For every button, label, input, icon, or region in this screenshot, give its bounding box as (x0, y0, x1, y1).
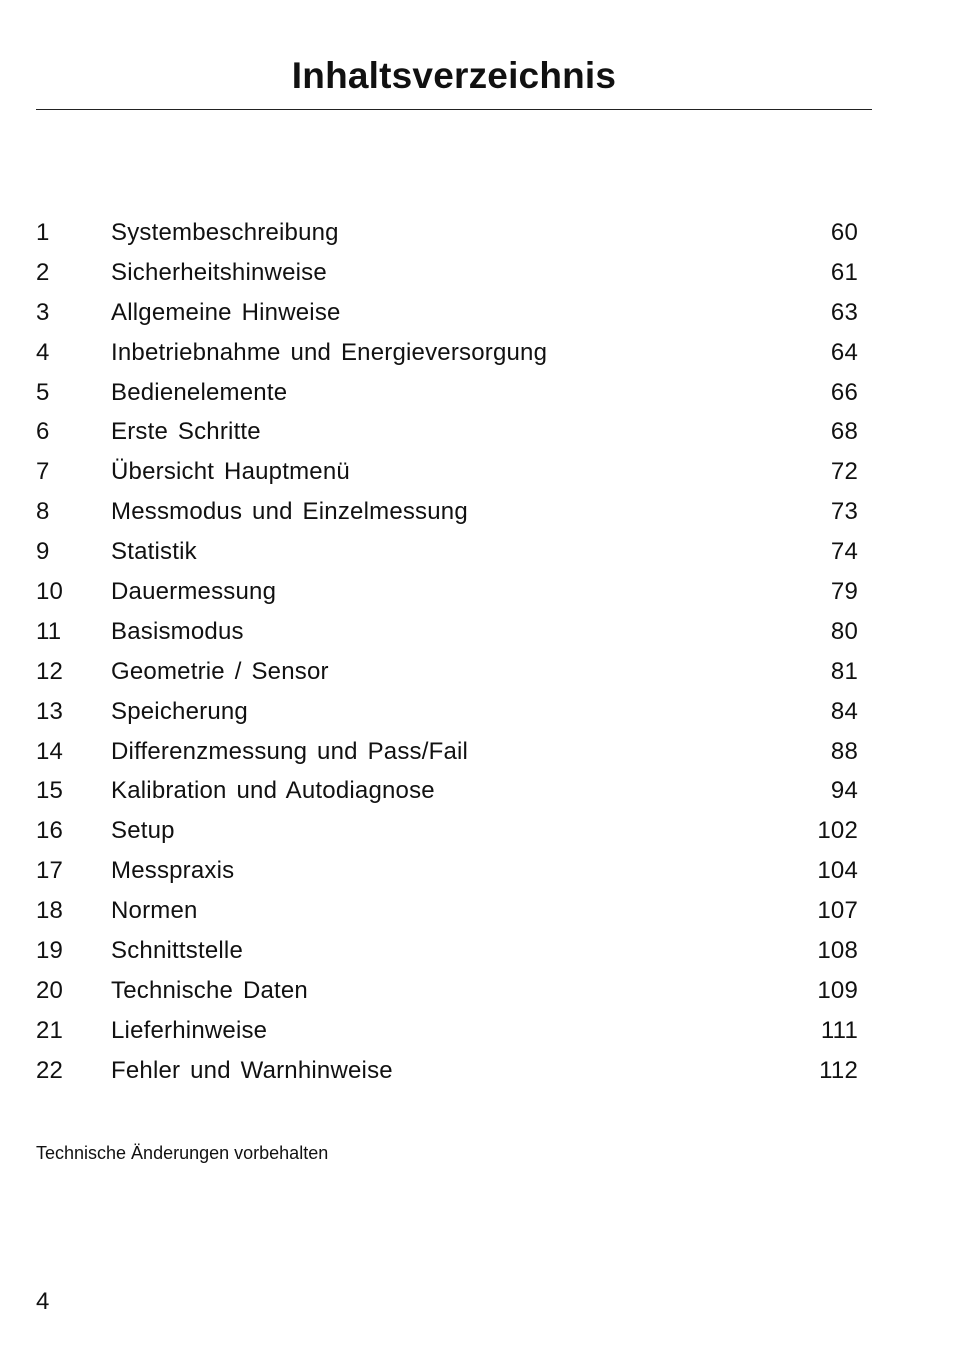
toc-entry-page: 61 (830, 258, 858, 286)
toc-entry-page: 88 (830, 737, 858, 765)
toc-entry-number: 22 (36, 1056, 64, 1084)
toc-entry-title: Basismodus (111, 617, 244, 645)
toc-entry-page: 84 (830, 697, 858, 725)
toc-entry-page: 111 (820, 1016, 858, 1044)
toc-entry-title: Kalibration und Autodiagnose (111, 777, 435, 805)
toc-entry (36, 612, 858, 652)
toc-entry-page: 104 (817, 857, 858, 885)
toc-entry-title: Übersicht Hauptmenü (111, 458, 350, 486)
toc-entry-title: Geometrie / Sensor (111, 657, 329, 685)
toc-entry-title: Systembeschreibung (111, 218, 339, 246)
toc-entry-title: Statistik (111, 538, 197, 566)
toc-entry (36, 373, 858, 413)
toc-entry-page: 109 (817, 976, 858, 1004)
toc-entry (36, 293, 858, 333)
toc-entry (36, 572, 858, 612)
toc-entry-number: 3 (36, 298, 50, 326)
toc-entry-number: 8 (36, 498, 50, 526)
toc-entry (36, 851, 858, 891)
toc-entry-page: 108 (817, 936, 858, 964)
toc-entry-page: 64 (830, 338, 858, 366)
toc-entry-title: Messmodus und Einzelmessung (111, 498, 468, 526)
toc-entry-number: 16 (36, 817, 64, 845)
toc-entry-title: Normen (111, 897, 198, 925)
toc-entry-title: Dauermessung (111, 577, 277, 605)
toc-entry-title: Inbetriebnahme und Energieversorgung (111, 338, 548, 366)
toc-entry-number: 13 (36, 697, 64, 725)
toc-entry-page: 63 (830, 298, 858, 326)
toc-entry (36, 1051, 858, 1091)
toc-entry (36, 931, 858, 971)
toc-entry-page: 80 (830, 617, 858, 645)
toc-entry-page: 73 (830, 498, 858, 526)
toc-entry-title: Fehler und Warnhinweise (111, 1056, 393, 1084)
toc-entry-number: 11 (36, 617, 62, 645)
toc-entry (36, 532, 858, 572)
page-title: Inhaltsverzeichnis (291, 55, 617, 96)
toc-entry-number: 21 (36, 1016, 64, 1044)
toc-entry-page: 72 (830, 458, 858, 486)
toc-entry (36, 891, 858, 931)
toc-entry-number: 19 (36, 936, 64, 964)
page-number: 4 (36, 1288, 50, 1315)
toc-entry-title: Schnittstelle (111, 936, 243, 964)
toc-entry (36, 811, 858, 851)
toc-entry-title: Messpraxis (111, 857, 235, 885)
toc-entry-page: 79 (830, 577, 858, 605)
title-divider (36, 109, 872, 110)
toc-entry-page: 66 (830, 378, 858, 406)
toc-entry-page: 107 (817, 897, 858, 925)
toc-entry-number: 9 (36, 538, 50, 566)
toc-entry (36, 253, 858, 293)
toc-entry-number: 18 (36, 897, 64, 925)
toc-entry (36, 1011, 858, 1051)
toc-entry-page: 68 (830, 418, 858, 446)
toc-entry-number: 14 (36, 737, 64, 765)
toc-entry-number: 6 (36, 418, 50, 446)
table-of-contents (36, 213, 858, 1091)
toc-entry (36, 412, 858, 452)
toc-entry (36, 971, 858, 1011)
toc-entry-title: Technische Daten (111, 976, 308, 1004)
toc-entry-number: 10 (36, 577, 64, 605)
toc-entry-title: Setup (111, 817, 175, 845)
toc-entry-number: 2 (36, 258, 50, 286)
toc-entry (36, 652, 858, 692)
toc-entry-number: 5 (36, 378, 50, 406)
toc-entry-page: 94 (830, 777, 858, 805)
toc-entry-number: 12 (36, 657, 64, 685)
toc-entry (36, 732, 858, 772)
toc-entry-number: 7 (36, 458, 50, 486)
toc-entry-page: 60 (830, 218, 858, 246)
toc-entry-page: 102 (817, 817, 858, 845)
toc-entry (36, 492, 858, 532)
toc-entry-title: Lieferhinweise (111, 1016, 268, 1044)
toc-entry-number: 4 (36, 338, 50, 366)
toc-entry-title: Bedienelemente (111, 378, 288, 406)
toc-entry (36, 771, 858, 811)
toc-entry-page: 112 (819, 1056, 858, 1084)
toc-entry-title: Allgemeine Hinweise (111, 298, 341, 326)
toc-entry (36, 213, 858, 253)
toc-entry-page: 81 (830, 657, 858, 685)
toc-entry-title: Differenzmessung und Pass/Fail (111, 737, 469, 765)
toc-entry-page: 74 (830, 538, 858, 566)
toc-entry-title: Erste Schritte (111, 418, 261, 446)
toc-entry-number: 1 (36, 218, 50, 246)
toc-entry-title: Speicherung (111, 697, 248, 725)
toc-entry-title: Sicherheitshinweise (111, 258, 327, 286)
toc-entry (36, 333, 858, 373)
toc-entry (36, 452, 858, 492)
toc-entry-number: 17 (36, 857, 64, 885)
toc-entry (36, 692, 858, 732)
footnote: Technische Änderungen vorbehalten (36, 1143, 329, 1163)
toc-entry-number: 20 (36, 976, 64, 1004)
toc-entry-number: 15 (36, 777, 64, 805)
